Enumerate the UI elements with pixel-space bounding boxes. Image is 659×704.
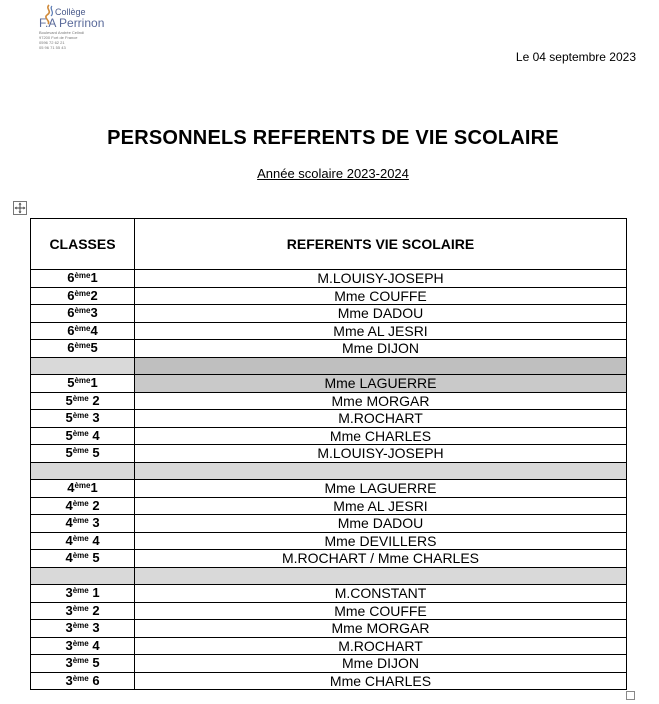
class-suffix: 1 [88,585,100,601]
class-number: 4 [65,550,73,566]
class-cell [31,480,135,498]
logo-address-1: Boulevard Andrée Celindi [39,30,85,35]
class-number: 6 [67,270,75,286]
class-number: 4 [67,480,75,496]
separator-cell [31,462,135,480]
class-suffix: 5 [90,340,98,356]
referent-cell: Mme LAGUERRE [135,375,627,393]
table-header-row [31,219,627,270]
class-superscript: ème [72,551,89,561]
class-number: 6 [67,340,75,356]
class-number: 5 [67,375,75,391]
class-cell [31,322,135,340]
header-classes: CLASSES [31,219,135,270]
class-suffix: 6 [88,672,100,688]
table-row [31,672,627,690]
class-superscript: ème [74,376,91,386]
class-cell [31,340,135,358]
logo-line1: Collège [55,7,86,17]
class-number: 5 [65,410,73,426]
referent-cell: Mme DEVILLERS [135,532,627,550]
table-row [31,655,627,673]
class-superscript: ème [72,656,89,666]
class-cell [31,602,135,620]
table-row [31,637,627,655]
college-logo [33,0,113,52]
class-number: 4 [65,532,73,548]
class-cell [31,270,135,288]
class-superscript: ème [72,586,89,596]
table-row [31,532,627,550]
table-row [31,392,627,410]
class-superscript: ème [74,306,91,316]
class-suffix: 3 [88,515,100,531]
class-suffix: 4 [88,532,100,548]
class-suffix: 1 [90,480,98,496]
table-row [31,340,627,358]
class-suffix: 4 [88,427,100,443]
class-number: 3 [65,585,73,601]
class-suffix: 5 [88,445,100,461]
referent-cell: M.ROCHART / Mme CHARLES [135,550,627,568]
separator-row [31,357,627,375]
logo-address-3: 0596 72 62 21 [39,40,65,45]
class-superscript: ème [72,428,89,438]
table-row [31,322,627,340]
class-cell [31,445,135,463]
separator-cell [135,567,627,585]
table-row [31,497,627,515]
class-superscript: ème [72,638,89,648]
separator-cell [31,567,135,585]
class-cell [31,497,135,515]
class-superscript: ème [74,481,91,491]
referent-cell: Mme DADOU [135,305,627,323]
class-number: 5 [65,392,73,408]
table-row [31,287,627,305]
class-number: 5 [65,445,73,461]
referent-cell: Mme AL JESRI [135,322,627,340]
separator-cell [31,357,135,375]
referent-cell: Mme COUFFE [135,602,627,620]
class-number: 6 [67,305,75,321]
class-cell [31,392,135,410]
table-row [31,375,627,393]
class-cell [31,550,135,568]
table-row [31,305,627,323]
referent-cell: Mme CHARLES [135,427,627,445]
class-superscript: ème [74,288,91,298]
table-row [31,602,627,620]
referent-cell: M.ROCHART [135,410,627,428]
table-move-handle-icon[interactable] [13,201,27,215]
referents-table [30,218,627,690]
class-suffix: 2 [88,497,100,513]
class-number: 4 [65,497,73,513]
table-row [31,270,627,288]
table-row [31,427,627,445]
logo-line2: F.A Perrinon [39,16,105,30]
header-referents: REFERENTS VIE SCOLAIRE [135,219,627,270]
class-superscript: ème [72,621,89,631]
logo-address-2: 97200 Fort de France [39,35,78,40]
class-superscript: ème [72,411,89,421]
document-title: PERSONNELS REFERENTS DE VIE SCOLAIRE [107,127,559,149]
class-cell [31,532,135,550]
class-cell [31,287,135,305]
class-cell [31,305,135,323]
separator-cell [135,462,627,480]
class-number: 6 [67,287,75,303]
class-number: 3 [65,655,73,671]
separator-cell [135,357,627,375]
class-superscript: ème [72,516,89,526]
class-cell [31,655,135,673]
class-cell [31,585,135,603]
table-row [31,480,627,498]
class-number: 5 [65,427,73,443]
table-body [31,270,627,690]
class-suffix: 2 [88,392,100,408]
document-date: Le 04 septembre 2023 [515,50,636,64]
class-cell [31,637,135,655]
class-number: 3 [65,620,73,636]
class-cell [31,427,135,445]
class-superscript: ème [72,603,89,613]
class-cell [31,672,135,690]
table-row [31,410,627,428]
table-row [31,515,627,533]
class-number: 3 [65,672,73,688]
referent-cell: Mme LAGUERRE [135,480,627,498]
class-cell [31,620,135,638]
referent-cell: M.ROCHART [135,637,627,655]
class-number: 6 [67,322,75,338]
class-number: 3 [65,637,73,653]
class-suffix: 5 [88,655,100,671]
referent-cell: M.LOUISY-JOSEPH [135,270,627,288]
referent-cell: Mme AL JESRI [135,497,627,515]
document-subtitle: Année scolaire 2023-2024 [257,166,409,181]
class-superscript: ème [74,271,91,281]
referent-cell: M.LOUISY-JOSEPH [135,445,627,463]
referent-cell: Mme COUFFE [135,287,627,305]
class-suffix: 1 [90,375,98,391]
class-suffix: 4 [90,322,98,338]
class-suffix: 3 [88,620,100,636]
referent-cell: Mme MORGAR [135,392,627,410]
class-superscript: ème [72,446,89,456]
referent-cell: Mme MORGAR [135,620,627,638]
class-suffix: 5 [88,550,100,566]
class-superscript: ème [72,498,89,508]
table-resize-handle[interactable] [626,691,635,700]
logo-address-4: 05 96 71 55 43 [39,45,66,50]
class-cell [31,375,135,393]
referent-cell: Mme CHARLES [135,672,627,690]
class-number: 4 [65,515,73,531]
class-suffix: 3 [88,410,100,426]
class-superscript: ème [74,341,91,351]
table-row [31,550,627,568]
class-superscript: ème [74,323,91,333]
class-cell [31,515,135,533]
class-suffix: 4 [88,637,100,653]
separator-row [31,462,627,480]
class-cell [31,410,135,428]
referent-cell: Mme DIJON [135,340,627,358]
separator-row [31,567,627,585]
referent-cell: Mme DIJON [135,655,627,673]
class-superscript: ème [72,393,89,403]
class-superscript: ème [72,673,89,683]
class-number: 3 [65,602,73,618]
table-row [31,445,627,463]
referent-cell: Mme DADOU [135,515,627,533]
class-suffix: 1 [90,270,98,286]
table-row [31,585,627,603]
class-suffix: 2 [90,287,98,303]
class-suffix: 2 [88,602,100,618]
table-row [31,620,627,638]
referent-cell: M.CONSTANT [135,585,627,603]
class-suffix: 3 [90,305,98,321]
class-superscript: ème [72,533,89,543]
